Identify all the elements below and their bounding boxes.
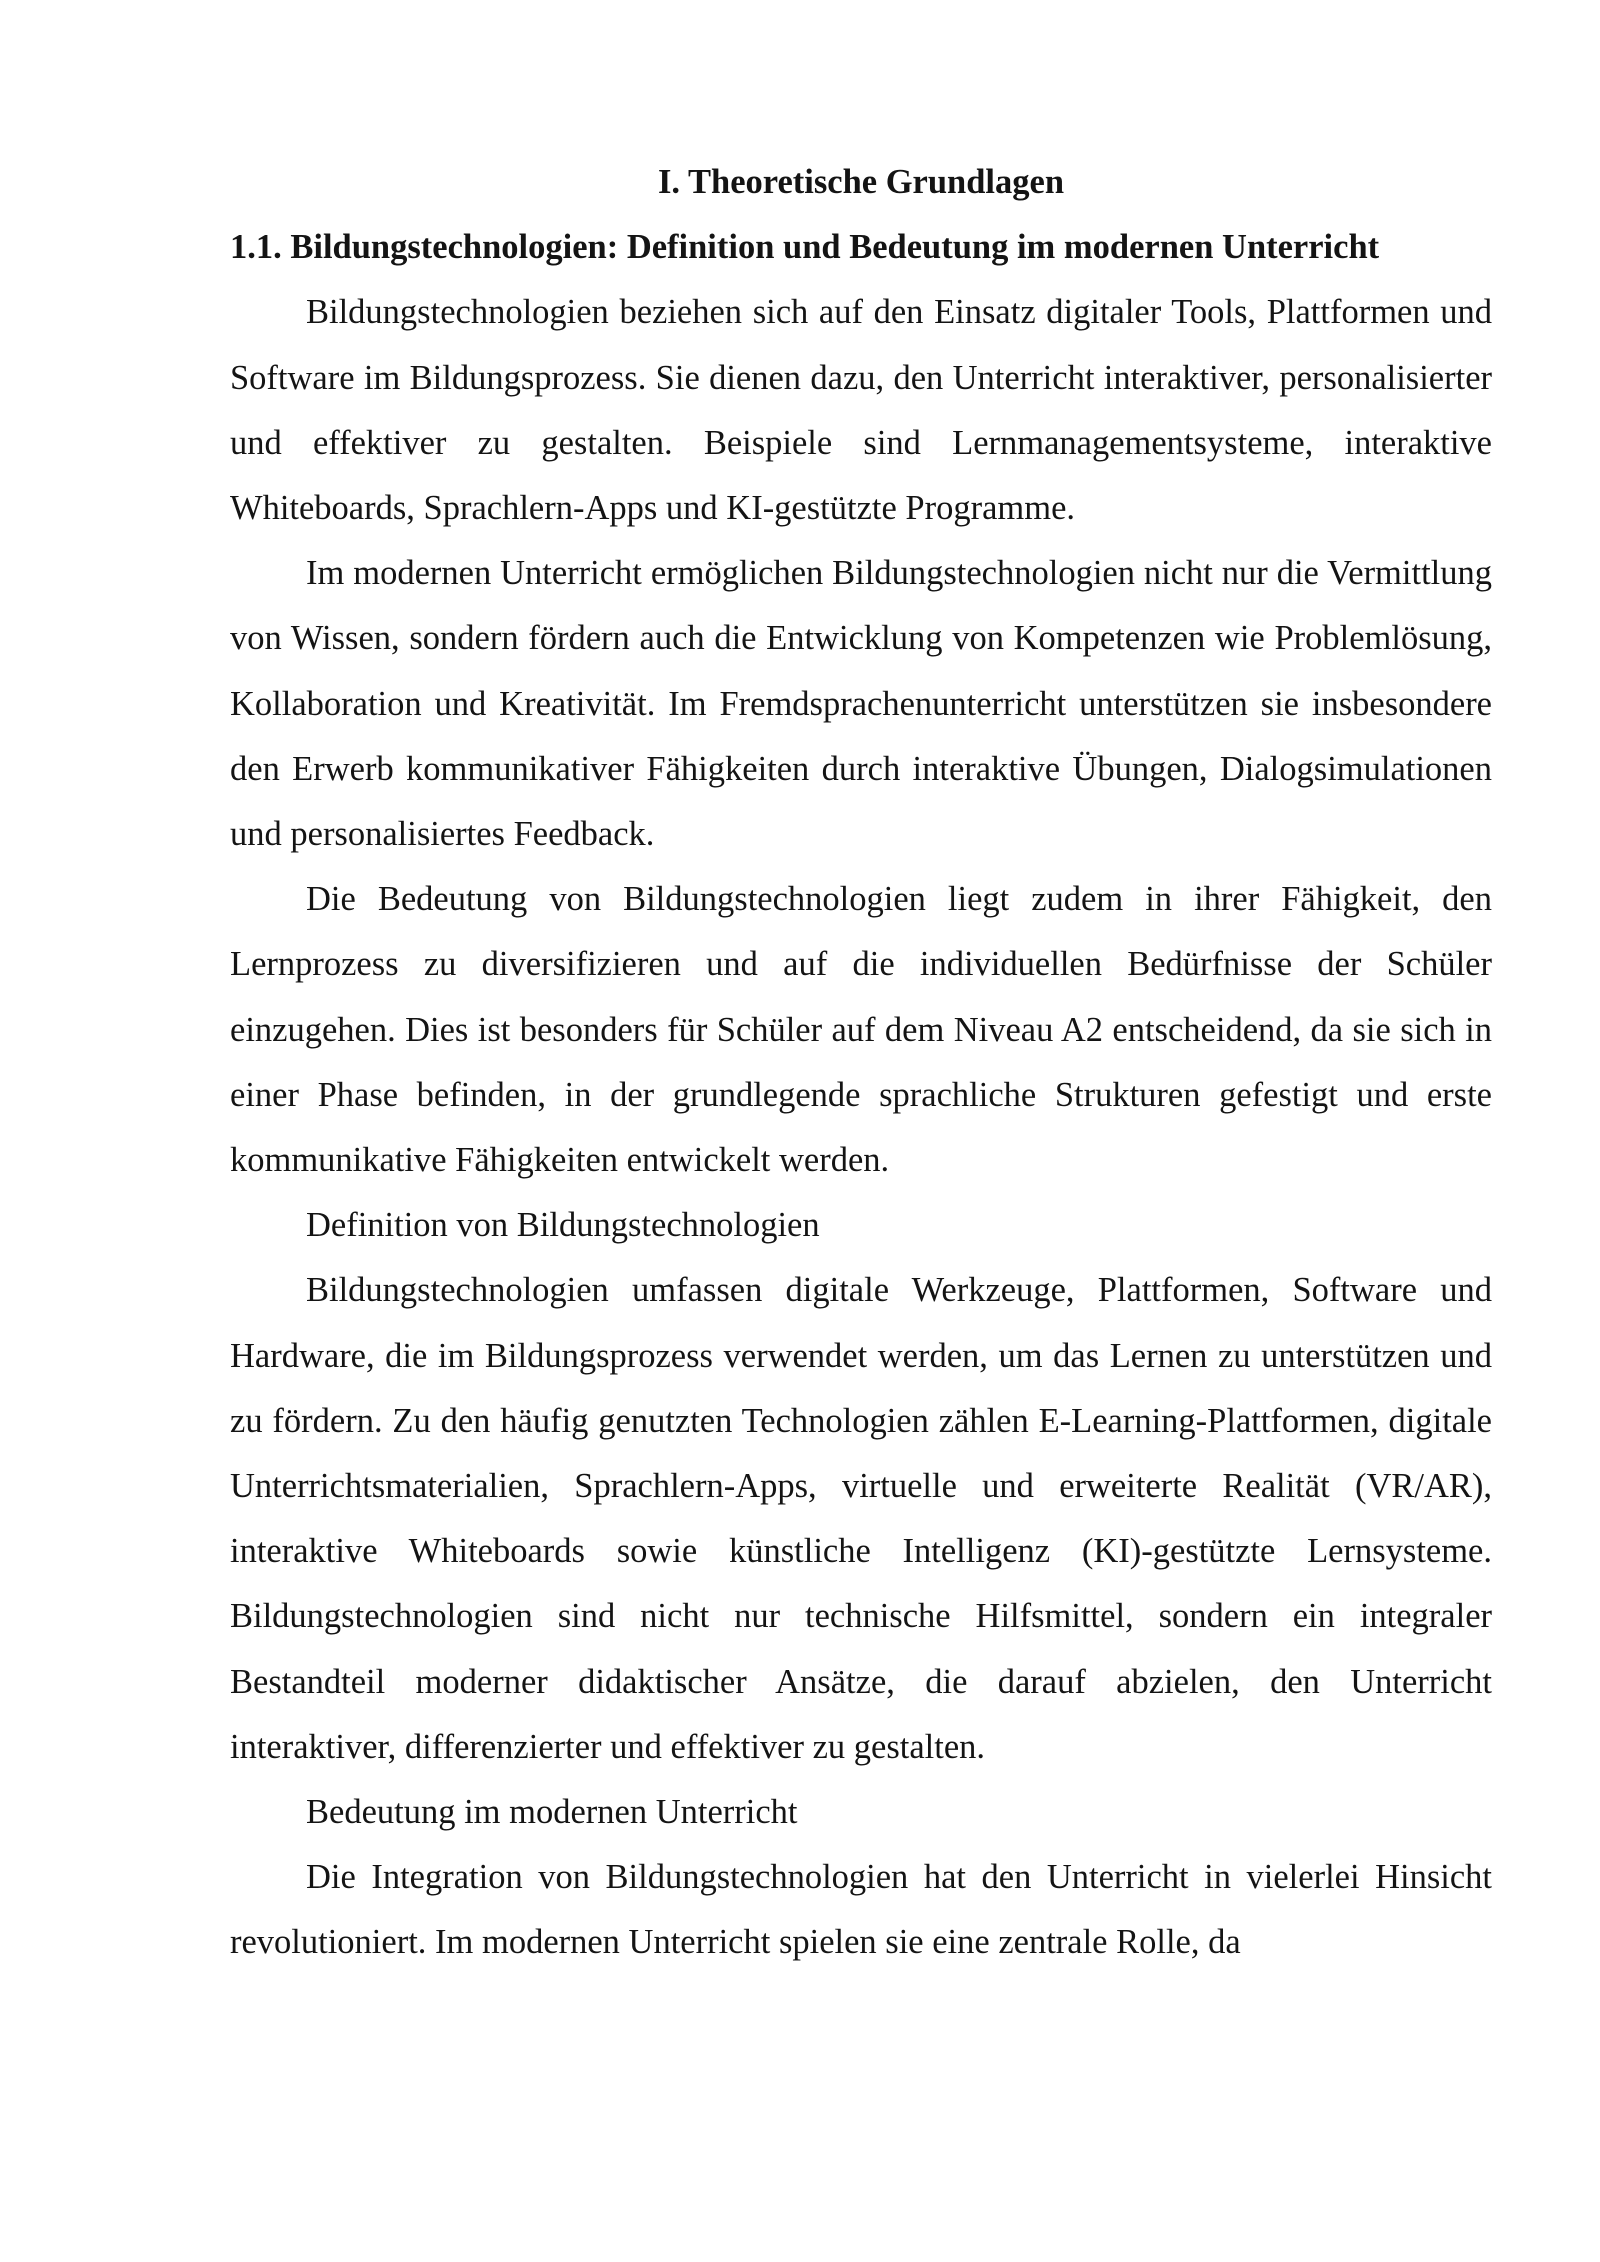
paragraph-definition: Bildungstechnologien umfassen digitale Werkzeuge, Plattformen, Software und Hardware, die im Bildungsprozess verwendet werden, um das Lernen zu unterstützen und zu fördern. Zu den häufig genutzten Technologien zählen E-Learning-Plattformen, digitale Unterrichtsmaterialien, Sprachlern-Apps, virtuelle und erweiterte Realität (VR/AR), interaktive Whiteboards sowie künstliche Intelligenz (KI)-gestützte Lernsysteme. Bildungstechnologien sind nicht nur technische Hilfsmittel, sondern ein integraler Bestandteil moderner didaktischer Ansätze, die darauf abzielen, den Unterricht interaktiver, differenzierter und effektiver zu gestalten. [230,1271,1492,1766]
document-page [230,150,1492,1976]
subheading-importance: Bedeutung im modernen Unterricht [306,1793,798,1832]
paragraph-intro: Bildungstechnologien beziehen sich auf den Einsatz digitaler Tools, Plattformen und Software im Bildungsprozess. Sie dienen dazu, den Unterricht interaktiver, personalisierter und effektiver zu gestalten. Beispiele sind Lernmanagementsysteme, interaktive Whiteboards, Sprachlern-Apps und KI-gestützte Programme. [230,293,1492,528]
paragraph-modern-teaching: Im modernen Unterricht ermöglichen Bildungstechnologien nicht nur die Vermittlung von Wissen, sondern fördern auch die Entwicklung von Kompetenzen wie Problemlösung, Kollaboration und Kreativität. Im Fremdsprachenunterricht unterstützen sie insbesondere den Erwerb kommunikativer Fähigkeiten durch interaktive Übungen, Dialogsimulationen und personalisiertes Feedback. [230,554,1492,854]
subheading-definition: Definition von Bildungstechnologien [306,1206,820,1245]
section-title: 1.1. Bildungstechnologien: Definition und Bedeutung im modernen Unterricht [230,228,1380,267]
paragraph-importance: Die Integration von Bildungstechnologien hat den Unterricht in vielerlei Hinsicht revolutioniert. Im modernen Unterricht spielen sie eine zentrale Rolle, da [230,1858,1492,1962]
chapter-title: I. Theoretische Grundlagen [657,163,1065,201]
paragraph-significance: Die Bedeutung von Bildungstechnologien liegt zudem in ihrer Fähigkeit, den Lernprozess zu diversifizieren und auf die individuellen Bedürfnisse der Schüler einzugehen. Dies ist besonders für Schüler auf dem Niveau A2 entscheidend, da sie sich in einer Phase befinden, in der grundlegende sprachliche Strukturen gefestigt und erste kommunikative Fähigkeiten entwickelt werden. [230,880,1492,1180]
